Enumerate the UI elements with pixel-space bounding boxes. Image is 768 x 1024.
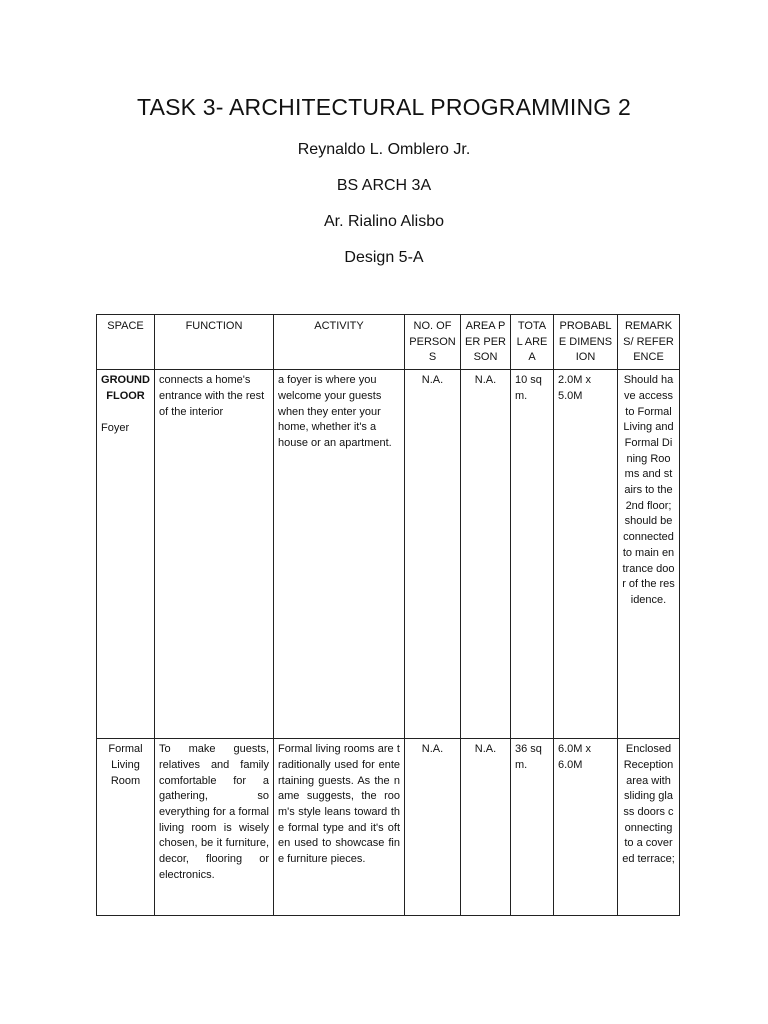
header-total-area: TOTAL AREA xyxy=(511,315,554,370)
cell-total-area: 10 sqm. xyxy=(511,370,554,739)
table-row xyxy=(97,370,680,739)
document-title: TASK 3- ARCHITECTURAL PROGRAMMING 2 xyxy=(137,94,631,120)
table-header-row xyxy=(97,315,680,370)
header-activity: ACTIVITY xyxy=(274,315,405,370)
section-label: BS ARCH 3A xyxy=(336,177,432,194)
cell-dimension: 2.0M x 5.0M xyxy=(554,370,618,739)
space-name: Foyer xyxy=(101,421,130,434)
cell-space: Formal Living Room xyxy=(97,739,155,916)
cell-area-per-person: N.A. xyxy=(461,739,511,916)
author-name: Reynaldo L. Omblero Jr. xyxy=(297,141,471,158)
cell-dimension: 6.0M x 6.0M xyxy=(554,739,618,916)
cell-function: connects a home's entrance with the rest of the interior xyxy=(155,370,274,739)
instructor-name: Ar. Rialino Alisbo xyxy=(323,213,445,230)
cell-total-area: 36 sqm. xyxy=(511,739,554,916)
header-function: FUNCTION xyxy=(155,315,274,370)
header-space: SPACE xyxy=(97,315,155,370)
cell-persons: N.A. xyxy=(405,370,461,739)
cell-persons: N.A. xyxy=(405,739,461,916)
cell-activity: a foyer is where you welcome your guests when they enter your home, whether it's a house or an apartment. xyxy=(274,370,405,739)
cell-function: To make guests, relatives and family comfortable for a gathering, so everything for a formal living room is wisely chosen, be it furniture, decor, flooring or electronics. xyxy=(155,739,274,916)
cell-activity: Formal living rooms are traditionally used for entertaining guests. As the name suggests, the room's style leans toward the formal type and it's often used to showcase fine furniture pieces. xyxy=(274,739,405,916)
space-heading: GROUND FLOOR xyxy=(101,374,150,402)
header-area-per-person: AREA PER PERSON xyxy=(461,315,511,370)
course-label: Design 5-A xyxy=(344,249,424,266)
header-dimension: PROBABLE DIMENSION xyxy=(554,315,618,370)
cell-remarks: Enclosed Reception area with sliding glass doors connecting to a covered terrace; xyxy=(618,739,680,916)
programming-table xyxy=(96,314,680,916)
cell-area-per-person: N.A. xyxy=(461,370,511,739)
table-row xyxy=(97,739,680,916)
cell-space xyxy=(97,370,155,739)
cell-remarks: Should have access to Formal Living and Formal Dining Rooms and stairs to the 2nd floor; should be connected to main entrance door of the residence. xyxy=(618,370,680,739)
header-remarks: REMARKS/ REFERENCE xyxy=(618,315,680,370)
header-persons: NO. OF PERSONS xyxy=(405,315,461,370)
